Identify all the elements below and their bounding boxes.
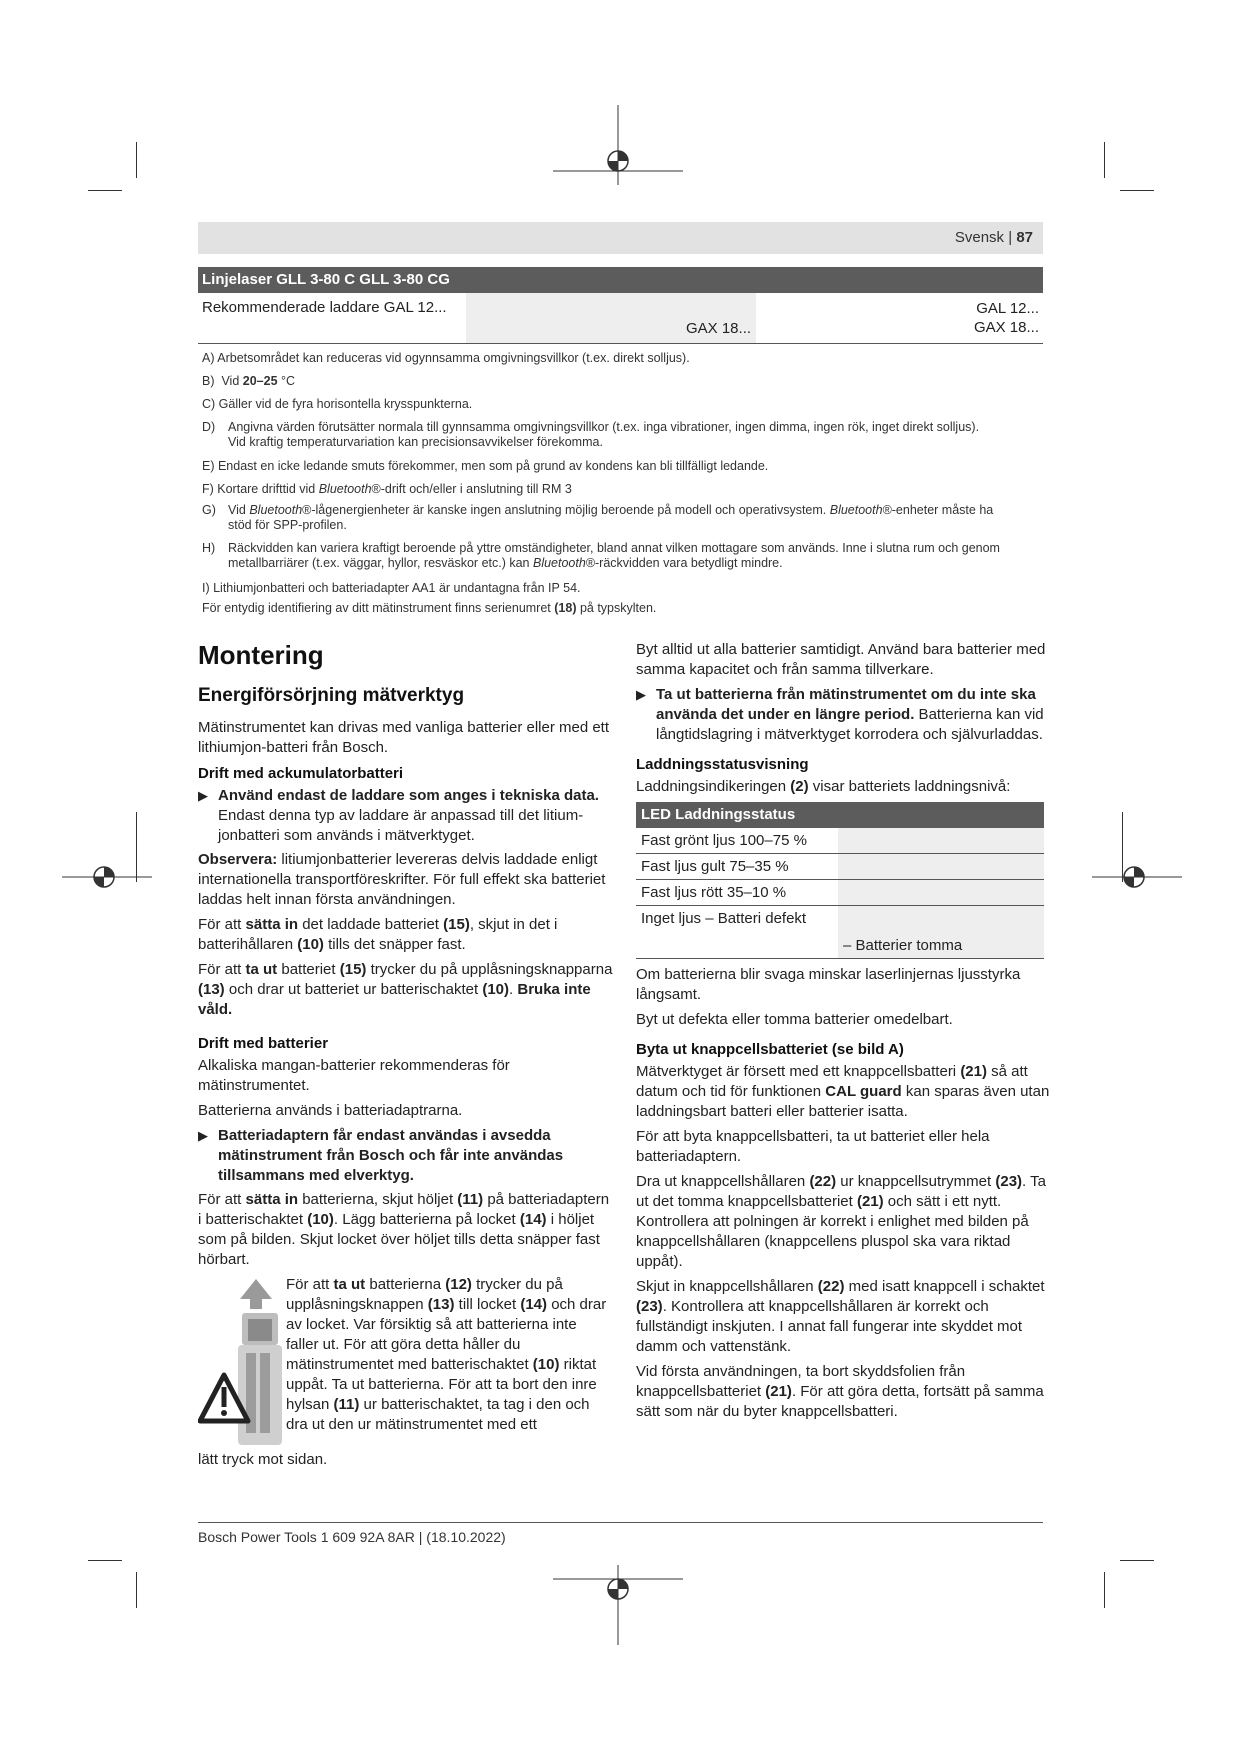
footnote-h-line2-pre: metallbarriärer (t.ex. väggar, hyllor, resväskor etc.) kan: [228, 556, 533, 570]
bullet-triangle-icon: ▶: [198, 1128, 208, 1143]
spec-cell-right-line1: GAL 12...: [976, 300, 1039, 317]
text: . Kontrollera att knappcellshållaren är korrekt och fullständigt inskjuten. I annat fall fungerar inte skyddet mot damm och vattenstänk.: [636, 1298, 1023, 1355]
footnote-g-line2: stöd för SPP-profilen.: [228, 518, 347, 532]
page-header-text: [955, 229, 1033, 246]
led-row-label: Fast ljus rött 35–10 %: [641, 884, 787, 901]
part-ref: (10): [307, 1211, 334, 1228]
paragraph-defekt: Byt ut defekta eller tomma batterier omedelbart.: [636, 1011, 953, 1028]
paragraph-intro: Mätinstrumentet kan drivas med vanliga batterier eller med ett lithiumjon-batteri från Bosch.: [198, 719, 610, 756]
footnote-f-post: ®-drift och/eller i anslutning till RM 3: [371, 482, 572, 496]
led-table-row: [636, 906, 1044, 959]
paragraph-knappcell-2: För att byta knappcellsbatteri, ta ut batteriet eller hela batteriadaptern.: [636, 1128, 990, 1165]
led-row-label: Fast grönt ljus 100–75 %: [641, 832, 807, 849]
footer-rule: [198, 1522, 1043, 1523]
led-table-row: [636, 854, 1044, 880]
text: riktat uppåt. Ta ut batterierna. För att ta bort den inre hylsan: [286, 1356, 597, 1413]
spec-cell-right: [974, 299, 1039, 337]
led-row-label: Inget ljus – Batteri defekt: [641, 910, 807, 927]
heading-batterier: Drift med batterier: [198, 1035, 329, 1052]
registration-mark-right: [1092, 852, 1182, 902]
footnote-f-italic: Bluetooth: [318, 482, 372, 496]
part-ref: (10): [297, 936, 324, 953]
paragraph-observera: [198, 850, 613, 910]
spec-table-title: Linjelaser GLL 3-80 C GLL 3-80 CG: [198, 267, 1043, 293]
heading-knappcell: Byta ut knappcellsbatteriet (se bild A): [636, 1041, 904, 1058]
page-footer: Bosch Power Tools 1 609 92A 8AR | (18.10.2022): [198, 1529, 506, 1545]
serial-number-note: [202, 601, 1052, 616]
footnote-b: [202, 374, 1052, 389]
part-ref: (2): [790, 778, 809, 795]
registration-mark-bottom: [553, 1565, 683, 1645]
part-ref: (11): [457, 1191, 484, 1208]
footnote-d-line1: Angivna värden förutsätter normala till gynnsamma omgivningsvillkor (t.ex. inga vibrationer, ingen dimma, ingen rök, inget direkt solljus).: [228, 420, 980, 434]
part-ref: (12): [445, 1276, 472, 1293]
part-ref: (22): [817, 1278, 845, 1295]
text: och drar ut batteriet ur batterischaktet: [224, 981, 483, 998]
part-ref: (10): [482, 981, 510, 998]
paragraph-knappcell-5: [636, 1362, 1051, 1422]
heading-ackumulator: Drift med ackumulatorbatteri: [198, 765, 404, 782]
bullet-ta-ut-bold: Ta ut batterierna från mätinstrumentet om du inte ska använda det under en längre period.: [656, 686, 1036, 723]
footnote-i: I) Lithiumjonbatteri och batteriadapter AA1 är undantagna från IP 54.: [202, 581, 581, 595]
part-ref: (15): [339, 961, 367, 978]
heading-energi: Energiförsörjning mätverktyg: [198, 685, 465, 706]
heading-montering: Montering: [198, 640, 324, 670]
part-ref: (21): [765, 1383, 792, 1400]
paragraph-svaga: Om batterierna blir svaga minskar laserlinjernas ljusstyrka långsamt.: [636, 966, 1021, 1003]
footnote-f: [202, 482, 1052, 497]
text: och sätt i ett nytt. Kontrollera att polningen är korrekt i enlighet med bilden på knappcellshållaren (knappcellens pluspol ska vara riktad uppåt).: [636, 1193, 1029, 1270]
text: ur batterischaktet, ta tag i den och dra ut den ur mätinstrumentet med ett: [286, 1396, 590, 1433]
text: För att: [198, 961, 246, 978]
bullet-laddare: [198, 786, 613, 846]
paragraph-ta-ut: [198, 960, 613, 1020]
text: tills det snäpper fast.: [323, 936, 466, 953]
led-status-table: [636, 802, 1044, 959]
footnote-a: A) Arbetsområdet kan reduceras vid ogynnsamma omgivningsvillkor (t.ex. direkt solljus).: [202, 351, 690, 365]
right-column: [636, 640, 1051, 1427]
registration-mark-top: [553, 105, 683, 195]
spec-table-row: [198, 293, 1043, 344]
led-row-extra: – Batterier tomma: [843, 937, 963, 954]
text: Skjut in knappcellshållaren: [636, 1278, 818, 1295]
text: Vid första användningen, ta bort skyddsfolien från knappcellsbatteriet: [636, 1363, 966, 1400]
footnote-d: [202, 420, 1052, 450]
header-language: Svensk: [954, 229, 1005, 246]
paragraph-adaptrar: Batterierna används i batteriadaptrarna.: [198, 1102, 463, 1119]
text: så att datum och tid för funktionen: [636, 1063, 1028, 1100]
text: För att: [198, 916, 246, 933]
part-ref: (15): [443, 916, 470, 933]
footnote-b-pre: B) Vid: [202, 374, 243, 388]
paragraph-byt-alltid: Byt alltid ut alla batterier samtidigt. Använd bara batterier med samma kapacitet och från samma tillverkare.: [636, 641, 1046, 678]
footnote-h: [202, 541, 1052, 571]
footnote-e: E) Endast en icke ledande smuts förekommer, men som på grund av kondens kan bli tillfälligt ledande.: [202, 459, 769, 473]
text: batterierna: [365, 1276, 446, 1293]
text: Mätverktyget är försett med ett knappcellsbatteri: [636, 1063, 961, 1080]
serial-note-ref: (18): [554, 601, 577, 615]
bullet-laddare-bold: Använd endast de laddare som anges i tekniska data.: [218, 787, 599, 804]
registration-mark-left: [62, 852, 152, 902]
footnote-h-line2-italic: Bluetooth: [532, 556, 586, 570]
spec-table: [198, 267, 1043, 344]
header-separator: |: [1008, 229, 1013, 246]
part-ref: (11): [333, 1396, 360, 1413]
part-ref: (23): [636, 1298, 663, 1315]
bold-text: sätta in: [245, 916, 299, 933]
text: till locket: [454, 1296, 521, 1313]
bullet-ta-ut-text: Batterierna kan vid långtidslagring i mätverktyget korrodera och självurladdas.: [656, 706, 1044, 743]
spec-cell-gax: GAX 18...: [686, 320, 752, 337]
arrow-up-icon: [240, 1279, 272, 1309]
text: .: [509, 981, 518, 998]
part-ref: (13): [198, 981, 225, 998]
paragraph-laddningsindikering: [636, 777, 1051, 797]
footnote-b-unit: °C: [277, 374, 296, 388]
footnote-h-line2: [202, 556, 1052, 571]
bullet-ta-ut: [636, 685, 1051, 745]
part-ref: (14): [519, 1211, 547, 1228]
page-number: 87: [1016, 229, 1033, 246]
footnote-g-pre: Vid: [228, 503, 250, 517]
footnote-f-pre: F) Kortare drifttid vid: [202, 482, 319, 496]
paragraph-last-line: lätt tryck mot sidan.: [198, 1451, 328, 1468]
paragraph-alkaliska: Alkaliska mangan-batterier rekommenderas för mätinstrumentet.: [198, 1057, 510, 1094]
text: det laddade batteriet: [298, 916, 444, 933]
bullet-triangle-icon: ▶: [198, 788, 208, 803]
footnote-g-italic2: Bluetooth: [829, 503, 883, 517]
bold-text: Bruka inte våld.: [198, 981, 591, 1018]
bullet-triangle-icon: ▶: [636, 687, 646, 702]
text: och drar av locket. Var försiktig så att batterierna inte faller ut. För att göra detta håller du mätinstrumentet med batterischaktet: [286, 1296, 607, 1373]
left-column: [198, 640, 613, 1475]
led-row-label: Fast ljus gult 75–35 %: [641, 858, 789, 875]
text: trycker du på upplåsningsknappen: [286, 1276, 563, 1313]
part-ref: (21): [856, 1193, 884, 1210]
spec-cell-right-line2: GAX 18...: [973, 319, 1039, 336]
heading-laddningsstatus: Laddningsstatusvisning: [636, 756, 809, 773]
footnote-g-label: G): [202, 503, 216, 517]
footnote-h-label: H): [202, 541, 216, 555]
text: För att: [286, 1276, 334, 1293]
text: visar batteriets laddningsnivå:: [808, 778, 1011, 795]
bold-text: sätta in: [245, 1191, 299, 1208]
text: , skjut in det i batterihållaren: [198, 916, 558, 953]
footnote-d-line2: Vid kraftig temperaturvariation kan precisionsavvikelser förekomma.: [228, 435, 603, 449]
bold-text: ta ut: [333, 1276, 366, 1293]
bullet-adapter: [198, 1126, 613, 1186]
footnote-d-label: D): [202, 420, 216, 434]
footnote-c: C) Gäller vid de fyra horisontella krysspunkterna.: [202, 397, 473, 411]
text: batteriet: [277, 961, 340, 978]
bold-text: CAL guard: [825, 1083, 902, 1100]
led-table-row: [636, 880, 1044, 906]
part-ref: (13): [427, 1296, 455, 1313]
paragraph-knappcell-1: [636, 1062, 1051, 1122]
text: i höljet som på bilden. Skjut locket över höljet tills detta snäpper fast hörbart.: [198, 1211, 600, 1268]
footnote-g-post: ®-enheter måste ha: [882, 503, 994, 517]
footnote-g-mid: ®-lågenergienheter är kanske ingen anslutning möjlig beroende på modell och operativsystem.: [302, 503, 830, 517]
observera-label: Observera:: [198, 851, 278, 868]
serial-note-post: på typskylten.: [576, 601, 657, 615]
part-ref: (22): [809, 1173, 837, 1190]
bullet-laddare-text: Endast denna typ av laddare är anpassad till det litium-jonbatteri som används i mätverktyget.: [218, 807, 584, 844]
text: . För att göra detta, fortsätt på samma sätt som när du byter knappcellsbatteri.: [636, 1383, 1044, 1420]
page-header: [198, 222, 1043, 254]
paragraph-knappcell-4: [636, 1277, 1051, 1357]
battery-adapter-illustration: [198, 1275, 284, 1450]
text: Dra ut knappcellshållaren: [636, 1173, 810, 1190]
footnote-h-line1: Räckvidden kan variera kraftigt beroende på yttre omständigheter, bland annat vilken mottagare som används. Inne i slutna rum och genom: [228, 541, 1000, 555]
text: trycker du på upplåsningsknapparna: [366, 961, 613, 978]
part-ref: (10): [532, 1356, 560, 1373]
led-table-header: LED Laddningsstatus: [636, 802, 1044, 828]
paragraph-knappcell-3: [636, 1172, 1051, 1272]
bold-text: ta ut: [245, 961, 278, 978]
spec-row-label: Rekommenderade laddare GAL 12...: [202, 299, 447, 316]
led-table-row: [636, 828, 1044, 854]
observera-text: litiumjonbatterier levereras delvis laddade enligt internationella transportföreskrifter. För full effekt ska batteriet laddas helt innan första användningen.: [198, 851, 606, 908]
text: batterierna, skjut höljet: [298, 1191, 458, 1208]
serial-note-pre: För entydig identifiering av ditt mätinstrument finns serienumret: [202, 601, 555, 615]
text: ur knappcellsutrymmet: [836, 1173, 996, 1190]
footnote-g: [202, 503, 1052, 533]
paragraph-satta-in: [198, 915, 613, 955]
part-ref: (21): [960, 1063, 987, 1080]
part-ref: (23): [995, 1173, 1023, 1190]
footnote-g-italic1: Bluetooth: [249, 503, 303, 517]
text: kan sparas även utan laddningsbart batteri eller batterier isatta.: [636, 1083, 1050, 1120]
footnote-h-line2-post: ®-räckvidden vara betydligt mindre.: [585, 556, 783, 570]
bullet-adapter-bold: Batteriadaptern får endast användas i avsedda mätinstrument från Bosch och får inte användas tillsammans med elverktyg.: [218, 1127, 564, 1184]
text: För att: [198, 1191, 246, 1208]
footnote-b-value: 20–25: [242, 374, 278, 388]
part-ref: (14): [520, 1296, 548, 1313]
paragraph-satta-in-batterier: [198, 1190, 613, 1270]
text: Laddningsindikeringen: [636, 778, 791, 795]
text: med isatt knappcell i schaktet: [844, 1278, 1045, 1295]
warning-block: [198, 1275, 613, 1450]
text: . Ta ut det tomma knappcellsbatteriet: [636, 1173, 1046, 1210]
text: . Lägg batterierna på locket: [333, 1211, 520, 1228]
text: på batteriadaptern i batterischaktet: [198, 1191, 610, 1228]
